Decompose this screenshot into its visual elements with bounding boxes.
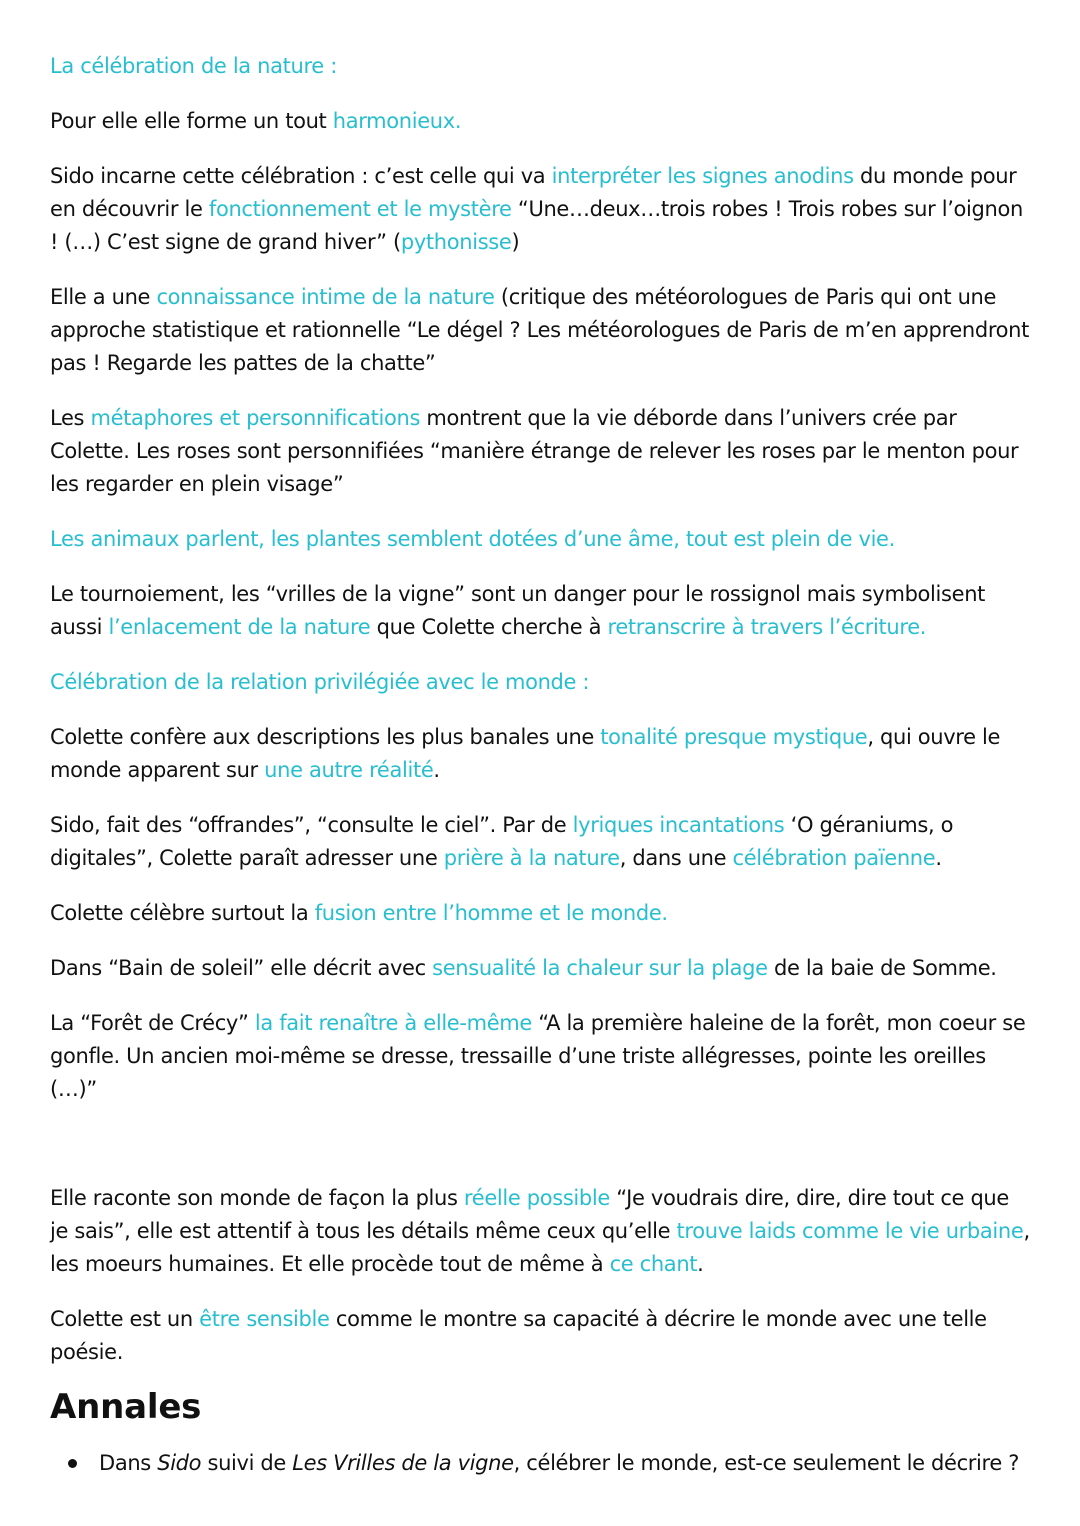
paragraph-tonalite: Colette confère aux descriptions les plus banales une tonalité presque mystique, qui ouvre le monde apparent sur une autre réalité. — [50, 725, 1001, 782]
section-heading-relation: Célébration de la relation privilégiée avec le monde : — [50, 670, 590, 694]
annales-heading: Annales — [50, 1387, 202, 1427]
paragraph-metaphores: Les métaphores et personnifications montrent que la vie déborde dans l’univers crée par Colette. Les roses sont personnifiées “manière étrange de relever les roses par le menton pour les regarder en plein visage” — [50, 406, 1019, 496]
paragraph-connaissance: Elle a une connaissance intime de la nature (critique des météorologues de Paris qui ont une approche statistique et rationnelle “Le dégel ? Les météorologues de Paris de m’en apprendront pas ! Regarde les pattes de la chatte” — [50, 285, 1030, 375]
paragraph-etre-sensible: Colette est un être sensible comme le montre sa capacité à décrire le monde avec une telle poésie. — [50, 1307, 987, 1364]
bullet-dot-icon — [68, 1459, 77, 1468]
annales-list — [50, 1447, 1030, 1480]
paragraph-tournoiement: Le tournoiement, les “vrilles de la vigne” sont un danger pour le rossignol mais symbolisent aussi l’enlacement de la nature que Colette cherche à retranscrire à travers l’écriture. — [50, 582, 986, 639]
paragraph-reelle-possible: Elle raconte son monde de façon la plus réelle possible “Je voudrais dire, dire, dire tout ce que je sais”, elle est attentif à tous les détails même ceux qu’elle trouve laids comme le vie urbaine, les moeurs humaines. Et elle procède tout de même à ce chant. — [50, 1186, 1030, 1276]
paragraph-sido-incarne: Sido incarne cette célébration : c’est celle qui va interpréter les signes anodins du monde pour en découvrir le fonctionnement et le mystère “Une…deux…trois robes ! Trois robes sur l’oignon ! (…) C’est signe de grand hiver” (pythonisse) — [50, 164, 1023, 254]
paragraph-harmonieux: Pour elle elle forme un tout harmonieux. — [50, 109, 462, 133]
paragraph-foret-de-crecy: La “Forêt de Crécy” la fait renaître à elle-même “A la première haleine de la forêt, mon coeur se gonfle. Un ancien moi-même se dresse, tressaille d’une triste allégresses, pointe les oreilles (…)” — [50, 1011, 1026, 1101]
paragraph-bain-de-soleil: Dans “Bain de soleil” elle décrit avec sensualité la chaleur sur la plage de la baie de Somme. — [50, 956, 997, 980]
paragraph-animaux: Les animaux parlent, les plantes semblent dotées d’une âme, tout est plein de vie. — [50, 527, 895, 551]
paragraph-fusion: Colette célèbre surtout la fusion entre l’homme et le monde. — [50, 901, 668, 925]
paragraph-offrandes: Sido, fait des “offrandes”, “consulte le ciel”. Par de lyriques incantations ‘O géraniums, o digitales”, Colette paraît adresser une prière à la nature, dans une célébration païenne. — [50, 813, 954, 870]
section-heading-nature: La célébration de la nature : — [50, 54, 337, 78]
list-item: Dans Sido suivi de Les Vrilles de la vigne, célébrer le monde, est-ce seulement le décrire ? — [99, 1447, 1030, 1480]
